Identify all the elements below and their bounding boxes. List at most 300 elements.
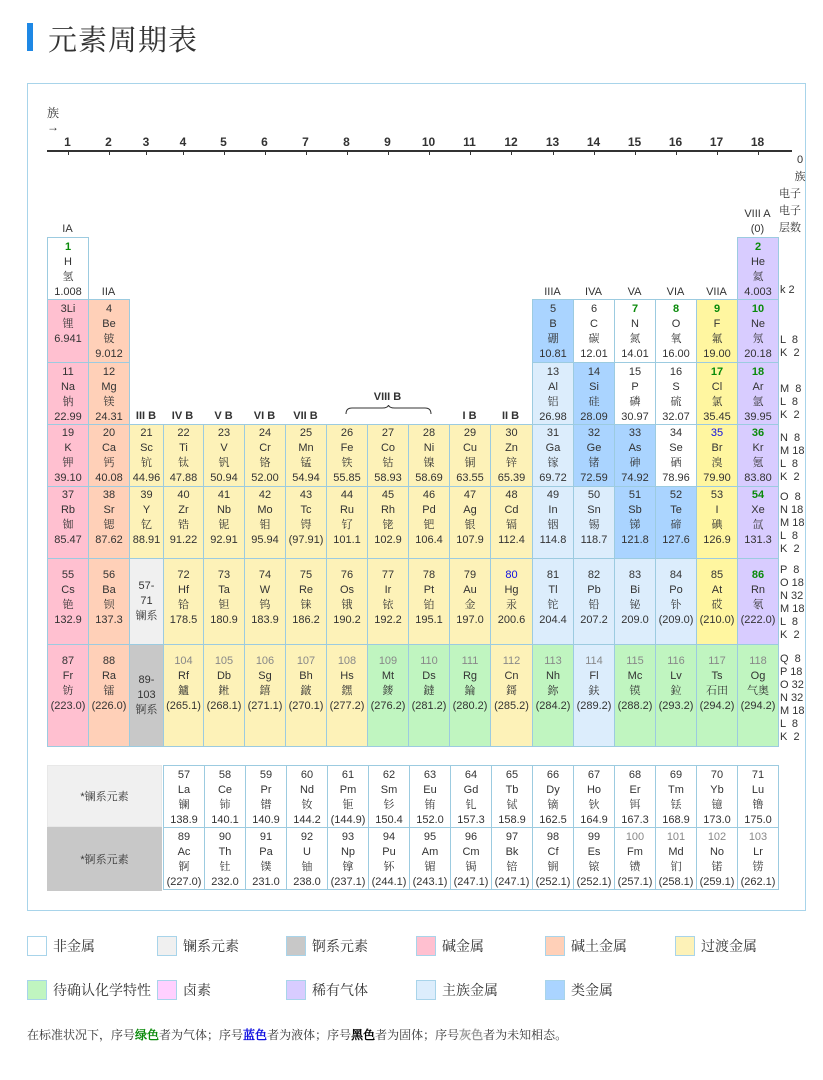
- atomic-number: 111: [461, 655, 479, 667]
- element-cell[interactable]: [285, 486, 327, 559]
- atomic-mass: (284.2): [535, 700, 571, 712]
- actinide-placeholder[interactable]: 89- 103 锕系: [129, 644, 164, 747]
- atomic-mass: (281.2): [411, 700, 447, 712]
- group-number: 15: [627, 135, 642, 149]
- element-name: 锌: [506, 457, 517, 469]
- element-symbol: Rf: [178, 670, 189, 682]
- element-cell[interactable]: [88, 424, 130, 487]
- element-cell[interactable]: [532, 486, 574, 559]
- element-cell[interactable]: [163, 424, 204, 487]
- atomic-number: 36: [751, 427, 765, 439]
- element-cell[interactable]: [449, 558, 491, 645]
- element-symbol: Eu: [423, 784, 437, 796]
- element-cell[interactable]: [573, 299, 615, 363]
- element-name: 硅: [588, 396, 600, 408]
- element-cell[interactable]: [490, 424, 533, 487]
- element-name: 𨭎: [259, 685, 271, 697]
- element-cell[interactable]: [47, 558, 89, 645]
- element-symbol: Ti: [179, 442, 188, 454]
- atomic-number: 42: [258, 489, 272, 501]
- shell-config: M 8 L 8 K 2: [780, 383, 802, 421]
- element-name: 汞: [506, 599, 517, 611]
- actinide-cell[interactable]: [327, 827, 369, 890]
- element-cell[interactable]: [163, 644, 204, 747]
- element-cell[interactable]: [47, 237, 89, 300]
- axis-tick: [224, 152, 225, 155]
- element-cell[interactable]: [244, 424, 286, 487]
- element-cell[interactable]: [655, 299, 697, 363]
- group-label-VIIA: VIIA: [706, 286, 727, 298]
- element-cell[interactable]: [737, 362, 779, 425]
- element-cell[interactable]: [655, 486, 697, 559]
- atomic-number: 15: [628, 366, 642, 378]
- atomic-mass: (265.1): [166, 700, 201, 712]
- element-name: 铟: [547, 519, 559, 531]
- element-cell[interactable]: [655, 424, 697, 487]
- lanthanide-cell[interactable]: [532, 765, 574, 828]
- element-name: 氖: [752, 333, 764, 345]
- atomic-number: 67: [587, 769, 601, 781]
- element-cell[interactable]: [696, 299, 738, 363]
- element-cell[interactable]: [244, 558, 286, 645]
- element-name: 锔: [465, 861, 477, 873]
- atomic-mass: (277.2): [329, 700, 365, 712]
- element-name: 钍: [219, 861, 231, 873]
- note-gray: 灰色: [459, 1028, 484, 1042]
- element-cell[interactable]: [88, 362, 130, 425]
- atomic-number: 34: [669, 427, 683, 439]
- element-symbol: Pr: [260, 784, 272, 796]
- element-name: 钆: [465, 799, 477, 811]
- element-cell[interactable]: [47, 644, 89, 747]
- element-name: 溴: [711, 457, 723, 469]
- element-name: 铋: [629, 599, 641, 611]
- group-number: 12: [504, 135, 518, 149]
- atomic-number: 10: [751, 303, 765, 315]
- element-name: 𨭆: [341, 685, 353, 697]
- element-symbol: Te: [670, 504, 682, 516]
- shell-config: O 8 N 18 M 18 L 8 K 2: [780, 491, 805, 555]
- atomic-number: 61: [341, 769, 355, 781]
- actinide-cell[interactable]: [491, 827, 533, 890]
- atomic-number: 103: [748, 831, 768, 843]
- element-name: 钫: [62, 685, 74, 697]
- element-name: 钕: [301, 799, 313, 811]
- actinide-series-label: *锕系元素: [47, 827, 162, 891]
- element-cell[interactable]: [614, 558, 656, 645]
- lanthanide-cell[interactable]: [409, 765, 451, 828]
- lanthanide-cell[interactable]: [491, 765, 533, 828]
- atomic-mass: 12.01: [580, 348, 608, 360]
- element-cell[interactable]: [203, 486, 245, 559]
- atomic-mass: 197.0: [456, 614, 484, 626]
- element-cell[interactable]: [408, 558, 450, 645]
- element-symbol: Bh: [299, 670, 313, 682]
- element-cell[interactable]: [203, 558, 245, 645]
- atomic-mass: 69.72: [539, 472, 567, 484]
- lanthanide-cell[interactable]: [450, 765, 492, 828]
- element-cell[interactable]: [367, 486, 409, 559]
- element-cell[interactable]: [244, 644, 286, 747]
- atomic-mass: 79.90: [703, 472, 731, 484]
- element-name: 锰: [300, 457, 312, 469]
- lanthanide-cell[interactable]: [163, 765, 205, 828]
- element-symbol: Sm: [380, 784, 398, 796]
- axis-tick: [676, 152, 677, 155]
- atomic-number: 18: [751, 366, 765, 378]
- element-cell[interactable]: [573, 644, 615, 747]
- element-cell[interactable]: [614, 644, 656, 747]
- actinide-cell[interactable]: [696, 827, 738, 890]
- atomic-mass: 102.9: [374, 534, 402, 546]
- lanthanide-placeholder[interactable]: 57- 71 镧系: [129, 558, 164, 645]
- element-cell[interactable]: [614, 486, 656, 559]
- element-cell[interactable]: [367, 424, 409, 487]
- element-cell[interactable]: [88, 558, 130, 645]
- element-cell[interactable]: [737, 644, 779, 747]
- atomic-mass: 24.31: [95, 411, 123, 423]
- axis-tick: [388, 152, 389, 155]
- element-symbol: H: [64, 256, 72, 268]
- lanthanide-cell[interactable]: [737, 765, 779, 828]
- atomic-mass: 157.3: [457, 814, 485, 826]
- actinide-cell[interactable]: [204, 827, 246, 890]
- element-cell[interactable]: [737, 424, 779, 487]
- atomic-mass: (223.0): [50, 700, 86, 712]
- element-name: 铯: [62, 599, 74, 611]
- atomic-number: 114: [585, 655, 603, 667]
- atomic-number: 26: [340, 427, 354, 439]
- atomic-mass: 72.59: [580, 472, 608, 484]
- legend-label: 碱土金属: [571, 938, 627, 954]
- atomic-number: 101: [666, 831, 686, 843]
- element-name: 硒: [670, 457, 682, 469]
- actinide-cell[interactable]: [573, 827, 615, 890]
- element-name: 镥: [752, 799, 764, 811]
- element-name: 钪: [141, 457, 152, 469]
- atomic-number: 81: [546, 569, 560, 581]
- element-cell[interactable]: [490, 486, 533, 559]
- actinide-cell[interactable]: [245, 827, 287, 890]
- element-cell[interactable]: [129, 424, 164, 487]
- element-name: 铁: [341, 457, 353, 469]
- element-symbol: Tm: [668, 784, 684, 796]
- element-name: 钒: [218, 457, 230, 469]
- element-name: 鎶: [506, 685, 517, 697]
- element-cell[interactable]: [655, 644, 697, 747]
- element-cell[interactable]: [203, 424, 245, 487]
- element-cell[interactable]: [737, 558, 779, 645]
- atomic-number: 108: [337, 655, 357, 667]
- atomic-number: 107: [296, 655, 316, 667]
- element-cell[interactable]: [449, 424, 491, 487]
- atomic-number: 40: [177, 489, 190, 501]
- viiib-brace: [345, 405, 432, 415]
- element-name: 钷: [342, 799, 354, 811]
- atomic-mass: (226.0): [91, 700, 127, 712]
- atomic-mass: 162.5: [539, 814, 567, 826]
- actinide-cell[interactable]: [737, 827, 779, 890]
- atomic-number: 62: [382, 769, 396, 781]
- actinide-cell[interactable]: [286, 827, 328, 890]
- element-symbol: B: [549, 318, 557, 330]
- atomic-number: 22: [177, 427, 190, 439]
- atomic-mass: 158.9: [498, 814, 526, 826]
- element-name: 金: [464, 599, 476, 611]
- axis-tick: [146, 152, 147, 155]
- atomic-number: 91: [259, 831, 273, 843]
- atomic-mass: (294.2): [740, 700, 776, 712]
- element-cell[interactable]: [573, 362, 615, 425]
- atomic-number: 2: [754, 241, 762, 253]
- element-cell[interactable]: [326, 558, 368, 645]
- element-cell[interactable]: [449, 644, 491, 747]
- element-name: 铕: [424, 799, 436, 811]
- element-cell[interactable]: [696, 486, 738, 559]
- atomic-number: 69: [669, 769, 683, 781]
- atomic-number: 106: [255, 655, 275, 667]
- atomic-mass: 58.93: [374, 472, 402, 484]
- element-symbol: Ir: [384, 584, 392, 596]
- element-cell[interactable]: [244, 486, 286, 559]
- element-cell[interactable]: [408, 424, 450, 487]
- actinide-cell[interactable]: [368, 827, 410, 890]
- atomic-number: 94: [382, 831, 396, 843]
- atomic-mass: 30.97: [621, 411, 649, 423]
- atomic-number: 50: [587, 489, 601, 501]
- atomic-number: 13: [546, 366, 560, 378]
- element-symbol: Ar: [752, 381, 764, 393]
- element-name: 钠: [62, 396, 74, 408]
- atomic-number: 25: [299, 427, 313, 439]
- zu-label: 族: [794, 171, 806, 183]
- lanthanide-cell[interactable]: [614, 765, 656, 828]
- atomic-mass: 87.62: [95, 534, 123, 546]
- atomic-mass: (293.2): [658, 700, 694, 712]
- element-name: 钙: [103, 457, 115, 469]
- element-cell[interactable]: [367, 644, 409, 747]
- element-name: 锶: [103, 519, 115, 531]
- element-cell[interactable]: [163, 558, 204, 645]
- element-cell[interactable]: [285, 558, 327, 645]
- atomic-mass: 4.003: [744, 286, 772, 298]
- atomic-number: 49: [546, 489, 560, 501]
- group-number: 13: [545, 135, 560, 149]
- actinide-cell[interactable]: [532, 827, 574, 890]
- element-symbol: Hf: [178, 584, 189, 596]
- actinide-cell[interactable]: [450, 827, 492, 890]
- element-cell[interactable]: [449, 486, 491, 559]
- atomic-mass: (243.1): [412, 876, 448, 888]
- element-cell[interactable]: [532, 558, 574, 645]
- element-cell[interactable]: [367, 558, 409, 645]
- element-cell[interactable]: [532, 424, 574, 487]
- axis-tick: [68, 152, 69, 155]
- element-symbol: Pt: [423, 584, 435, 596]
- atomic-mass: (244.1): [371, 876, 407, 888]
- actinide-cell[interactable]: [614, 827, 656, 890]
- atomic-number: 104: [174, 655, 193, 667]
- element-cell[interactable]: [696, 362, 738, 425]
- element-symbol: Co: [380, 442, 396, 454]
- element-name: 氮: [629, 333, 641, 345]
- element-cell[interactable]: [614, 424, 656, 487]
- element-cell[interactable]: [490, 558, 533, 645]
- legend-swatch: [545, 936, 565, 956]
- element-cell[interactable]: [47, 362, 89, 425]
- actinide-cell[interactable]: [655, 827, 697, 890]
- atomic-number: 58: [218, 769, 232, 781]
- element-cell[interactable]: [408, 486, 450, 559]
- atomic-mass: 35.45: [703, 411, 731, 423]
- atomic-number: 38: [102, 489, 116, 501]
- element-cell[interactable]: [490, 644, 533, 747]
- element-cell[interactable]: [573, 424, 615, 487]
- element-cell[interactable]: [614, 362, 656, 425]
- element-cell[interactable]: [655, 362, 697, 425]
- element-name: 䥑: [382, 685, 394, 697]
- atomic-number: 112: [502, 655, 521, 667]
- atomic-number: 57: [177, 769, 191, 781]
- group-label-VIA: VIA: [666, 286, 685, 298]
- element-symbol: Fr: [62, 670, 74, 682]
- element-name: 铼: [300, 599, 312, 611]
- element-cell[interactable]: [737, 237, 779, 300]
- element-cell[interactable]: [532, 299, 574, 363]
- element-symbol: Er: [629, 784, 641, 796]
- axis-tick: [717, 152, 718, 155]
- atomic-number: 98: [546, 831, 560, 843]
- element-name: 砹: [711, 599, 723, 611]
- element-cell[interactable]: [326, 424, 368, 487]
- legend-label: 碱金属: [442, 938, 484, 954]
- element-name: 氯: [711, 396, 723, 408]
- lanthanide-cell[interactable]: [696, 765, 738, 828]
- atomic-mass: 39.95: [744, 411, 772, 423]
- element-cell[interactable]: [47, 486, 89, 559]
- atomic-mass: 16.00: [662, 348, 690, 360]
- atomic-mass: 55.85: [333, 472, 361, 484]
- element-cell[interactable]: [737, 299, 779, 363]
- element-symbol: Sg: [258, 670, 272, 682]
- element-cell[interactable]: [532, 362, 574, 425]
- group-label-VIB: VI B: [253, 410, 276, 422]
- element-name: 氧: [670, 333, 682, 345]
- element-cell[interactable]: [655, 558, 697, 645]
- atomic-mass: 131.3: [744, 534, 772, 546]
- element-symbol: Mg: [101, 381, 117, 393]
- atomic-number: 87: [61, 655, 75, 667]
- element-cell[interactable]: [203, 644, 245, 747]
- element-cell[interactable]: [326, 486, 368, 559]
- element-cell[interactable]: [532, 644, 574, 747]
- legend-label: 主族金属: [442, 982, 498, 998]
- element-cell[interactable]: [285, 644, 327, 747]
- element-cell[interactable]: [696, 644, 738, 747]
- axis-tick: [758, 152, 759, 155]
- atomic-number: 97: [505, 831, 519, 843]
- lanthanide-cell[interactable]: [655, 765, 697, 828]
- element-symbol: Ni: [423, 442, 435, 454]
- atomic-mass: 26.98: [539, 411, 567, 423]
- atomic-mass: 231.0: [252, 876, 280, 888]
- element-name: 镧: [178, 799, 190, 811]
- element-name: 锘: [711, 861, 723, 873]
- lanthanide-cell[interactable]: [204, 765, 246, 828]
- element-cell[interactable]: [326, 644, 368, 747]
- atomic-number: 45: [381, 489, 395, 501]
- atomic-mass: 204.4: [539, 614, 567, 626]
- atomic-number: 100: [625, 831, 645, 843]
- element-cell[interactable]: [129, 486, 164, 559]
- legend-label: 过渡金属: [701, 938, 757, 954]
- element-cell[interactable]: [737, 486, 779, 559]
- lanthanide-cell[interactable]: [286, 765, 328, 828]
- lanthanide-cell[interactable]: [327, 765, 369, 828]
- atomic-mass: 91.22: [169, 534, 198, 546]
- element-symbol: Lu: [751, 784, 765, 796]
- element-cell[interactable]: [614, 299, 656, 363]
- element-symbol: Cd: [504, 504, 519, 516]
- element-name: 镆: [629, 685, 641, 697]
- atomic-mass: 40.08: [95, 472, 123, 484]
- element-cell[interactable]: [47, 424, 89, 487]
- legend-swatch: [545, 980, 565, 1000]
- lanthanide-cell[interactable]: [368, 765, 410, 828]
- title-accent-bar: [27, 23, 33, 51]
- element-name: 6.941: [54, 333, 82, 345]
- actinide-cell[interactable]: [409, 827, 451, 890]
- element-cell[interactable]: [163, 486, 204, 559]
- element-name: 铅: [588, 599, 600, 611]
- element-cell[interactable]: [696, 424, 738, 487]
- legend-label: 待确认化学特性: [53, 982, 151, 998]
- element-name: 铈: [219, 799, 231, 811]
- atomic-number: 74: [258, 569, 272, 581]
- atomic-mass: 238.0: [293, 876, 321, 888]
- element-cell[interactable]: [88, 644, 130, 747]
- atomic-number: 27: [381, 427, 395, 439]
- atomic-mass: 168.9: [662, 814, 690, 826]
- element-cell[interactable]: [573, 486, 615, 559]
- element-cell[interactable]: [696, 558, 738, 645]
- element-cell[interactable]: [88, 299, 130, 363]
- group-number: 9: [384, 135, 391, 149]
- element-cell[interactable]: [47, 299, 89, 363]
- atomic-number: 86: [751, 569, 765, 581]
- legend-label: 镧系元素: [183, 938, 239, 954]
- atomic-number: 11: [62, 366, 74, 378]
- atomic-number: 32: [587, 427, 601, 439]
- element-cell[interactable]: [573, 558, 615, 645]
- element-name: 碘: [711, 519, 723, 531]
- element-cell[interactable]: [285, 424, 327, 487]
- lanthanide-cell[interactable]: [245, 765, 287, 828]
- atomic-mass: 137.3: [95, 614, 123, 626]
- lanthanide-cell[interactable]: [573, 765, 615, 828]
- legend-swatch: [286, 936, 306, 956]
- element-cell[interactable]: [88, 486, 130, 559]
- element-symbol: Fl: [589, 670, 599, 682]
- legend-swatch: [27, 980, 47, 1000]
- element-name: 钡: [103, 599, 115, 611]
- actinide-cell[interactable]: [163, 827, 205, 890]
- atomic-number: 92: [300, 831, 314, 843]
- element-symbol: W: [259, 584, 271, 596]
- element-cell[interactable]: [408, 644, 450, 747]
- atomic-number: 109: [378, 655, 398, 667]
- atomic-mass: 112.4: [498, 534, 525, 546]
